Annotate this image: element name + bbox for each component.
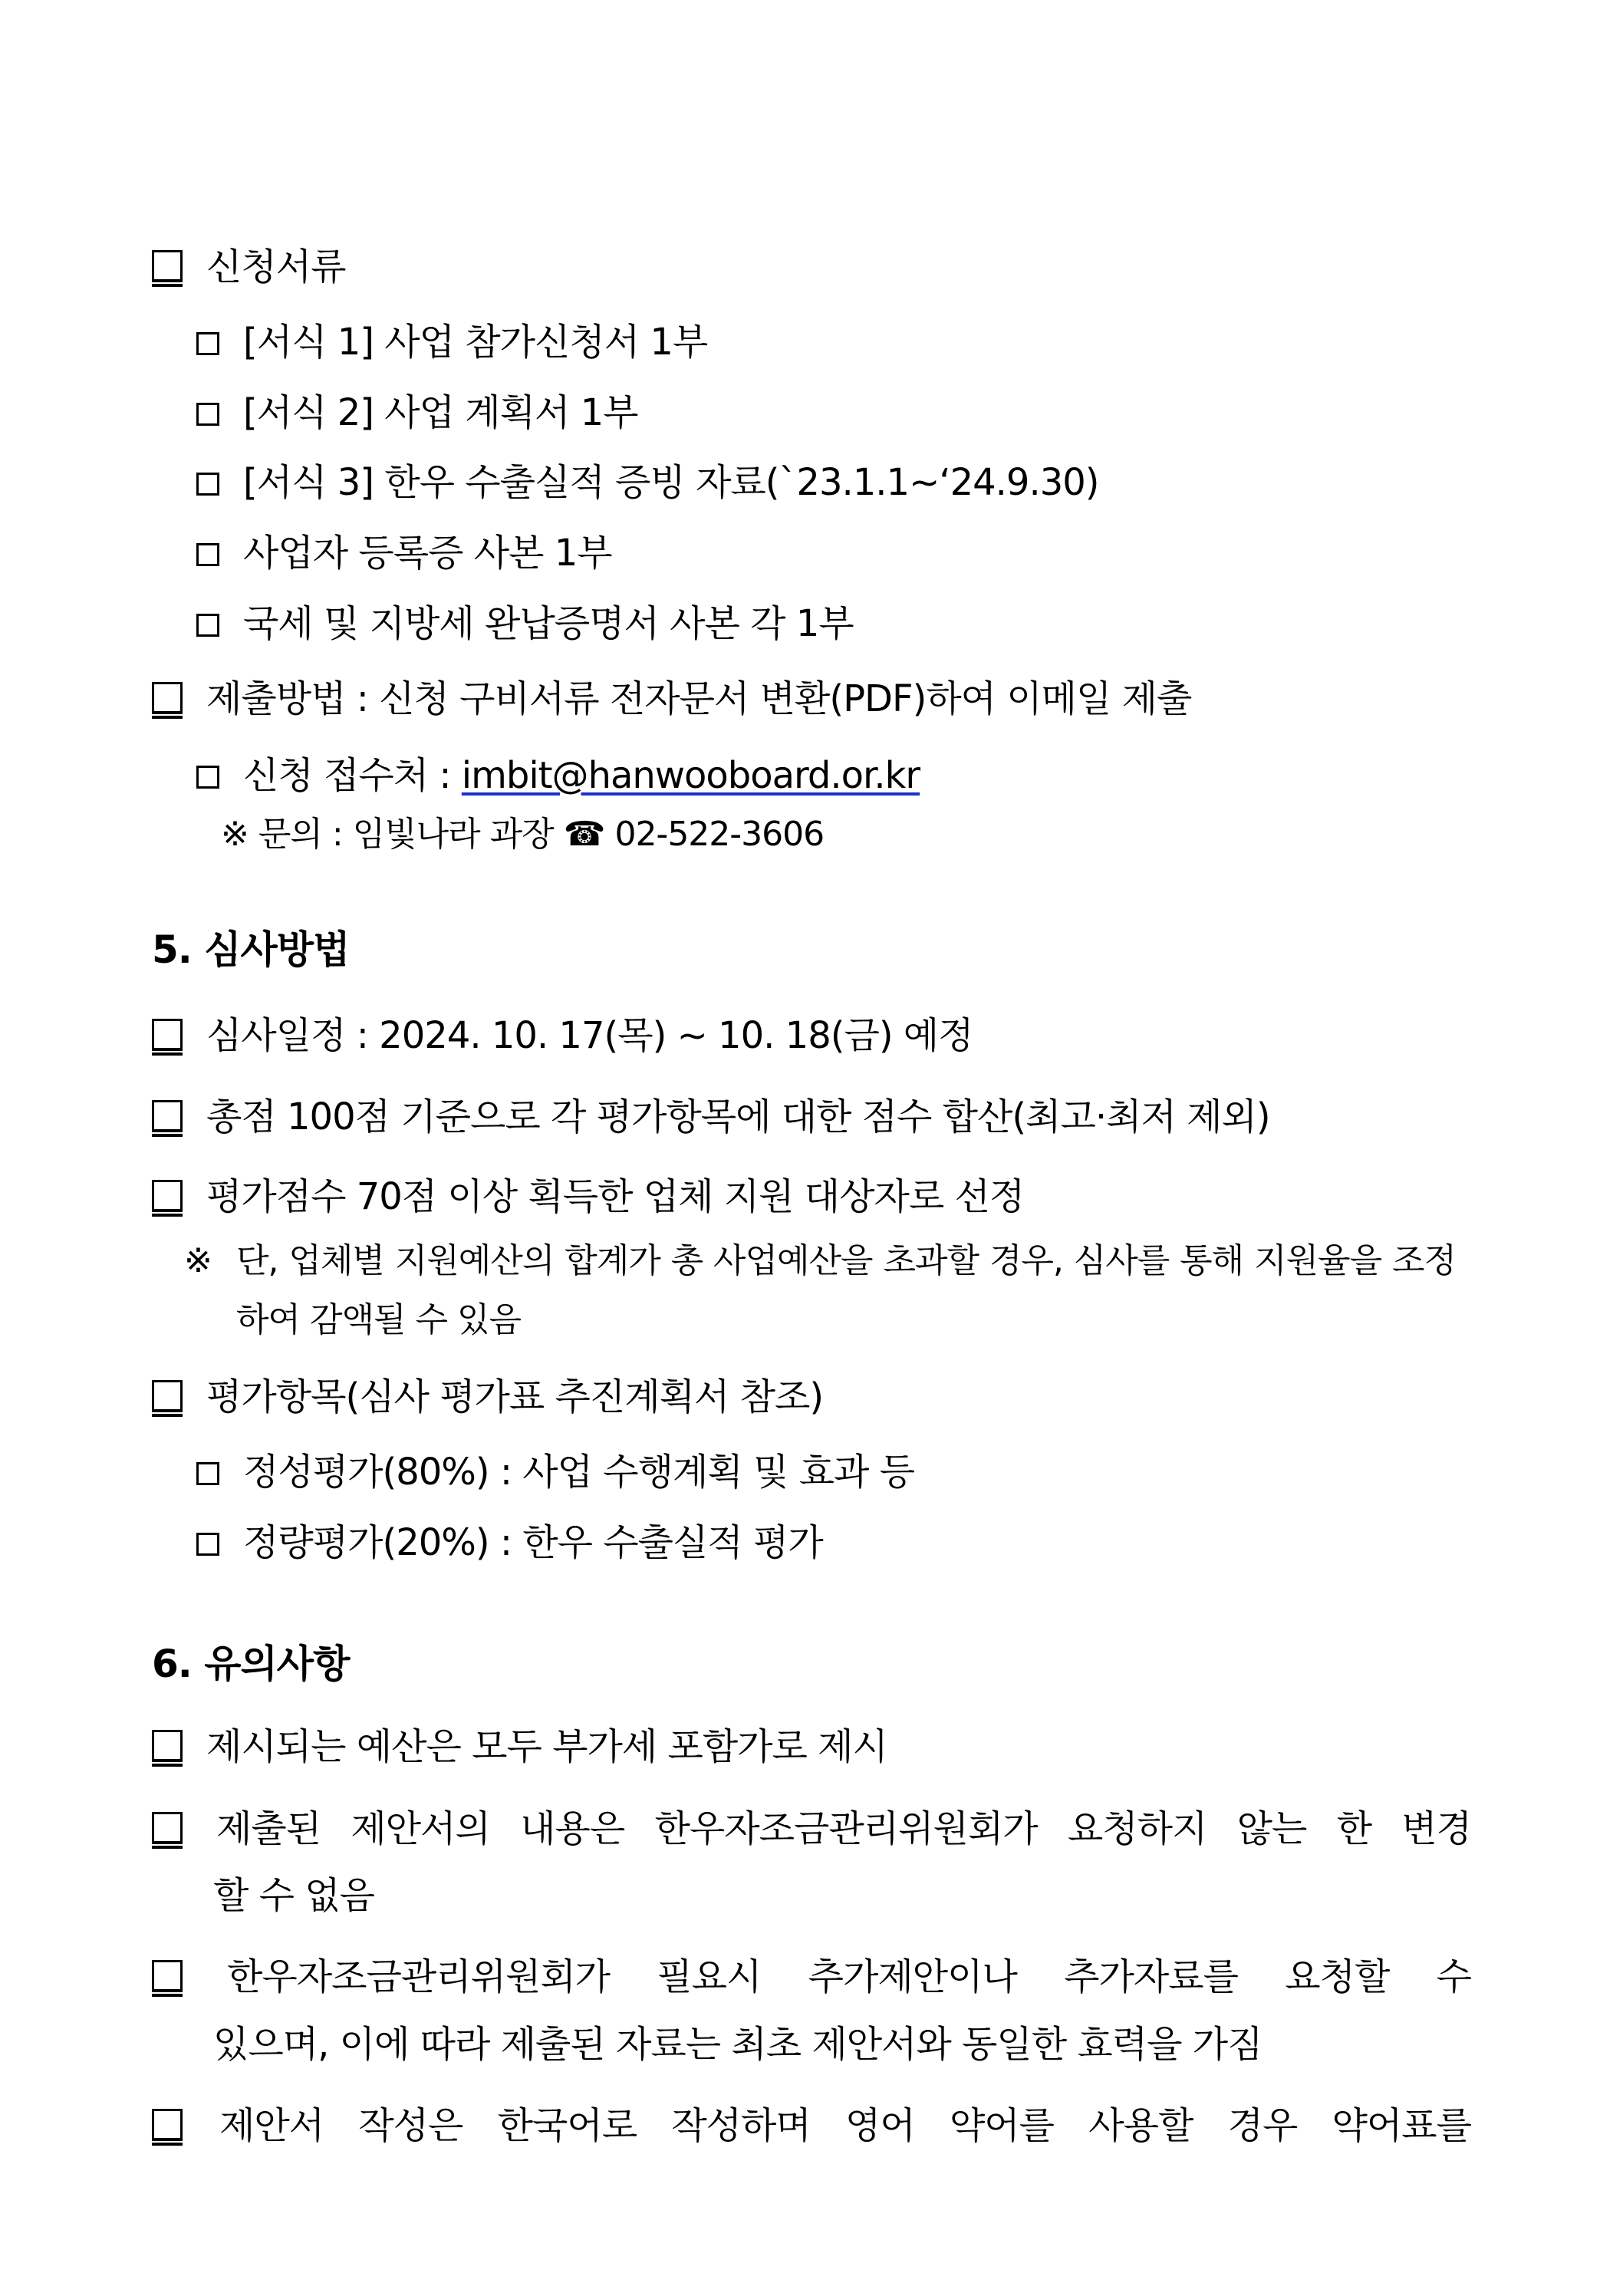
- inquiry-note: ※ 문의 : 임빛나라 과장 ☎ 02-522-3606: [221, 815, 825, 854]
- checkbox-icon: [152, 2109, 183, 2138]
- review-item: 총점 100점 기준으로 각 평가항목에 대한 점수 합산(최고·최저 제외): [206, 1095, 1270, 1138]
- section5-heading: 5. 심사방법: [152, 927, 350, 972]
- checkbox-icon: [196, 766, 219, 789]
- review-item: 심사일정 : 2024. 10. 17(목) ~ 10. 18(금) 예정: [206, 1014, 973, 1057]
- checkbox-icon: [152, 1730, 183, 1759]
- checkbox-icon: [196, 543, 219, 566]
- checkbox-icon: [196, 332, 219, 355]
- checkbox-icon: [152, 250, 183, 279]
- eval-item: 정성평가(80%) : 사업 수행계획 및 효과 등: [243, 1451, 915, 1494]
- notice-item: 한우자조금관리위원회가 필요시 추가제안이나 추가자료를 요청할 수: [227, 1955, 1471, 1998]
- checkbox-icon: [152, 1812, 183, 1841]
- checkbox-icon: [196, 614, 219, 637]
- checkbox-icon: [152, 682, 183, 711]
- checkbox-icon: [152, 1100, 183, 1129]
- section6-heading: 6. 유의사항: [152, 1642, 350, 1686]
- eval-title: 평가항목(심사 평가표 추진계획서 참조): [206, 1375, 824, 1418]
- note-line: 하여 감액될 수 있음: [236, 1300, 521, 1339]
- doc-item: [서식 3] 한우 수출실적 증빙 자료(`23.1.1~‘24.9.30): [243, 461, 1099, 504]
- contact-label: 신청 접수처 :: [243, 754, 462, 797]
- doc-item: 국세 및 지방세 완납증명서 사본 각 1부: [243, 602, 854, 645]
- checkbox-icon: [196, 1533, 219, 1556]
- doc-item: 사업자 등록증 사본 1부: [243, 532, 612, 575]
- contact-line: [243, 753, 920, 799]
- doc-item: [서식 1] 사업 참가신청서 1부: [243, 321, 708, 364]
- notice-item: 제출된 제안서의 내용은 한우자조금관리위원회가 요청하지 않는 한 변경: [216, 1807, 1471, 1850]
- note-mark: ※: [184, 1241, 212, 1280]
- eval-item: 정량평가(20%) : 한우 수출실적 평가: [243, 1521, 823, 1564]
- note-line: 단, 업체별 지원예산의 합계가 총 사업예산을 초과할 경우, 심사를 통해 지원율을 조정: [236, 1241, 1456, 1280]
- doc-item: [서식 2] 사업 계획서 1부: [243, 391, 638, 434]
- submit-method: 제출방법 : 신청 구비서류 전자문서 변환(PDF)하여 이메일 제출: [206, 677, 1192, 720]
- notice-item: 제시되는 예산은 모두 부가세 포함가로 제시: [206, 1725, 887, 1768]
- notice-item-cont: 할 수 없음: [213, 1874, 374, 1917]
- notice-item: 제안서 작성은 한국어로 작성하며 영어 약어를 사용할 경우 약어표를: [219, 2104, 1471, 2147]
- contact-email-link[interactable]: imbit@hanwooboard.or.kr: [461, 754, 920, 797]
- checkbox-icon: [196, 1462, 219, 1485]
- checkbox-icon: [152, 1180, 183, 1209]
- review-item: 평가점수 70점 이상 획득한 업체 지원 대상자로 선정: [206, 1175, 1025, 1218]
- checkbox-icon: [196, 473, 219, 496]
- checkbox-icon: [196, 403, 219, 426]
- docs-title: 신청서류: [206, 245, 346, 288]
- checkbox-icon: [152, 1960, 183, 1989]
- notice-item-cont: 있으며, 이에 따라 제출된 자료는 최초 제안서와 동일한 효력을 가짐: [213, 2023, 1263, 2066]
- checkbox-icon: [152, 1019, 183, 1048]
- checkbox-icon: [152, 1380, 183, 1409]
